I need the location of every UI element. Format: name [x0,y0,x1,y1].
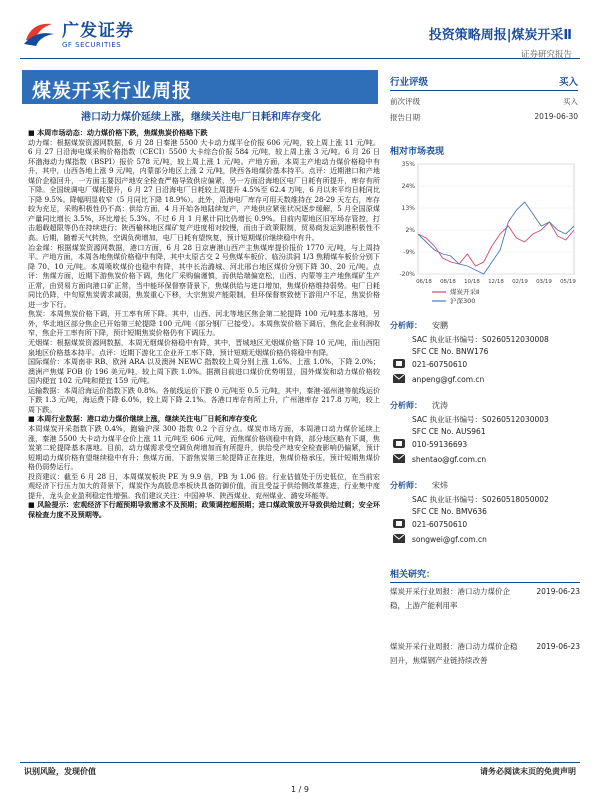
x-tick-label: 05/19 [560,279,576,285]
report-category: 证券研究报告 [520,50,572,60]
rating-label: 行业评级 [390,77,429,88]
risk-warning: ■ 风险提示：宏观经济下行超预期导致需求不及预期；政策调控超预期；进口煤政策放开导致供给过剩；安全环保检查力度不及预期等。 [28,500,380,519]
analyst-sfc: SFC CE No. AUS961 [412,427,486,436]
y-tick-label: 24% [401,183,415,190]
plot-frame [418,164,574,274]
analyst-sfc: SFC CE No. BNW176 [412,347,489,356]
related-item-date: 2019-06-23 [536,587,580,596]
paragraph-international: 国际煤价：本周南非 RB、欧洲 ARA 以及澳洲 NEWC 指数较上周分别上涨 1.6%、上涨 1.0%，下降 2.0%；澳洲产焦煤 FOB 价 196 美元/吨，较上周下跌 1.0%。据测目前进口煤价优势明显，国外煤炭和动力煤价格较国内便宜 102 元/吨和便宜 159 元/吨。 [28,357,380,386]
paragraph-anthracite: 无烟煤：根据煤炭资源网数据，本周无烟煤价格稳中有降，其中，晋城地区无烟煤价格下降 10 元/吨，而山西阳泉地区价格基本持平。点评：近期下游化工企业开工率下降，预计短期无烟煤价格仍将稳中有降。 [28,338,380,357]
email-icon [392,373,406,384]
paragraph-summary: 本周煤炭开采指数下跌 0.4%，跑输沪深 300 指数 0.2 个百分点。煤炭市场方面，本周港口动力煤价延续上涨，秦港 5500 大卡动力煤平仓价上涨 11 元/吨至 606 元/吨，而焦煤价格则稳中有降，部分地区略有下调，焦炭第二轮提降基本落地。目前，动力煤需求受空调负荷增加而有所提升，供给受产地安全检查影响仍偏紧，预计短期动力煤价格有望继续稳中有升；焦煤方面，下游焦炭第三轮提降正在推进，焦煤价格承压，预计短期焦煤价格仍弱势运行。 [28,423,380,472]
header-divider [20,58,580,59]
analyst-card [390,480,580,552]
rating-box [390,74,578,123]
company-logo [22,16,134,49]
analyst-label: 分析师： [390,321,422,330]
analyst-name: 安鹏 [432,321,448,330]
paragraph-coking-coal: 冶金煤：根据煤炭资源网数据，港口方面，6 月 28 日京唐港山西产主焦煤库提价报价 1770 元/吨，与上周持平。产地方面，本周各地焦煤价格稳中有降，其中太原古交 2 号焦煤车板价、临汾洪洞 1/3 焦精煤车板价分别下降 70、10 元/吨。本周喷吹煤价也稳中有降，其中长治潞城、河北邢台地区煤价分别下降 30、20 元/吨。点评：焦煤方面，近期下游焦炭价格下调，焦化厂采购偏谨慎，而供给端偏宽松，山西、内蒙等主产地焦煤矿生产正常，由贸易方面向港口矿正常，当中能环保督察背景下，焦煤供给与进口增加，焦煤价格维持弱势。电厂日耗同比仍降，中旬原焦炭需求减弱，焦炭重心下移，大宗焦炭产能限制，但环保督察致使下游用户不足，焦炭价格进一步下行。 [28,242,380,309]
paragraph-transport: 运输数据：本周沿海运价指数下跌 0.8%。各航线运价下跌 0 元/吨至 0.5 元/吨，其中，秦港-福州港等航线运价下跌 1.3 元/吨，海运费下降 6.0%，较上周下降 2.1%。各港口库存有所上升，广州港库存 217.8 万吨，较上周下跌。 [28,385,380,414]
paragraph-investment: 投资建议：截至 6 月 28 日，本周煤炭板块 PE 为 9.9 倍，PB 为 1.06 倍。行业估值处于历史低位，在当前宏观经济下行压力加大的背景下，煤炭作为高股息率板块具备防御价值，而且受益于供给侧改革推进，行业集中度提升，龙头企业盈利稳定性增强。我们建议关注：中国神华、陕西煤业、兖州煤业、潞安环能等。 [28,471,380,500]
report-body [28,128,380,519]
phone-icon [392,438,406,449]
prev-rating-label: 前次评级 [390,97,420,106]
logo-en: GF SECURITIES [62,41,122,49]
footer-slogan: 识别风险，发现价值 [24,767,96,776]
rating-header [390,74,578,91]
email-icon [392,453,406,464]
y-tick-label: -9% [403,249,415,256]
x-tick-label: 08/18 [440,279,456,285]
analyst-sfc: SFC CE No. BMV636 [412,507,487,516]
analyst-email: anpeng@gf.com.cn [412,375,485,384]
prev-rating-value: 买入 [563,97,578,106]
rating-value: 买入 [558,77,578,88]
section-heading: ■ 本周市场动态：动力煤价格下跌，焦煤焦炭价格略下跌 [28,128,208,137]
related-item-date: 2019-06-23 [536,642,580,651]
chart-title: 相对市场表现 [390,147,445,157]
gf-logo-icon [22,18,56,48]
analyst-card [390,400,580,472]
legend-label: 煤炭开采Ⅱ [450,288,480,296]
phone-icon [392,518,406,529]
report-type: 投资策略周报|煤炭开采Ⅱ [428,28,572,43]
analyst-sac: SAC 执业证书编号：S0260512030008 [412,335,549,344]
series-line [418,202,574,274]
analyst-sac: SAC 执业证书编号：S0260512030003 [412,415,549,424]
footer-divider [20,762,580,763]
footer-disclaimer: 请务必阅读末页的免责声明 [480,767,576,776]
x-tick-label: 03/19 [536,279,552,285]
analyst-phone: 021-60750610 [412,520,468,529]
analyst-card [390,320,580,392]
related-item-title[interactable]: 煤炭开采行业周报：港口动力煤价企稳回升，焦煤钢产业链持续改善 [390,642,518,665]
analyst-phone: 010-59136693 [412,440,468,449]
report-date-label: 报告日期 [390,113,420,122]
report-header [429,24,572,60]
related-item[interactable] [390,640,580,668]
page-number: 1 / 9 [291,785,309,794]
prev-rating-row [390,96,578,107]
analyst-label: 分析师： [390,401,422,410]
phone-icon [392,358,406,369]
analyst-phone: 021-60750610 [412,360,468,369]
paragraph-coke: 焦炭：本周焦炭价格下调，开工率有所下降。其中，山西、河北等地区焦企第二轮提降 100 元/吨基本落地，另外，华北地区部分焦企已开始第三轮提降 100 元/吨（部分钢厂已接受）。本周焦炭价格下调后，焦化企业利润收窄，焦企开工率有所下降，预计短期焦炭价格仍有下调压力。 [28,309,380,338]
related-item[interactable] [390,585,580,613]
y-tick-label: -20% [399,271,415,278]
report-subtitle: 港口动力煤价延续上涨，继续关注电厂日耗和库存变化 [81,112,321,123]
analyst-name: 宋炜 [432,481,448,490]
logo-cn: 广发证券 [62,21,134,41]
y-tick-label: 2% [405,227,415,234]
related-research-title: 相关研究： [390,567,580,583]
report-date-row [390,112,578,123]
x-tick-label: 10/18 [464,279,480,285]
section-heading: ■ 本周行业数据：港口动力煤价继续上涨，继续关注电厂日耗和库存变化 [28,414,258,424]
analyst-label: 分析师： [390,481,422,490]
x-tick-label: 12/18 [488,279,504,285]
report-date-value: 2019-06-30 [534,112,578,121]
y-tick-label: 35% [401,161,415,168]
analyst-email: songwei@gf.com.cn [412,535,487,544]
email-icon [392,533,406,544]
related-item-title[interactable]: 煤炭开采行业周报：港口动力煤价企稳，上游产能利用率 [390,587,510,610]
report-title: 煤炭开采行业周报 [22,70,378,104]
legend-label: 沪深300 [450,297,476,305]
analyst-name: 沈涛 [432,401,448,410]
analyst-email: shentao@gf.com.cn [412,455,487,464]
x-tick-label: 06/18 [416,279,432,285]
relative-performance-chart [392,158,580,306]
x-tick-label: 02/19 [512,279,528,285]
y-tick-label: 13% [401,205,415,212]
analyst-sac: SAC 执业证书编号：S0260518050002 [412,495,549,504]
series-line [418,222,574,266]
paragraph-thermal-coal: 动力煤：根据煤炭资源网数据，6 月 28 日秦港 5500 大卡动力煤平仓价报 606 元/吨，较上周上涨 11 元/吨。6 月 27 日沿海电煤采购价格指数（CECI）5500 大卡综合价报 584 元/吨，较上周上涨 3 元/吨。6 月 26 日环渤海动力煤指数（BSPI）报价 578 元/吨，较上周上涨 1 元/吨。产地方面，本周主产地动力煤价格稳中有升，其中，山西各地上涨 9 元/吨，内蒙部分地区上涨 2 元/吨，陕西各地煤价基本持平。点评：近期港口和产地煤价企稳回升，一方面主要因产地安全检查严格导致供应偏紧，另一方面沿海地区电厂日耗有所提升，库存有所下降。全国统调电厂煤耗提升，6 月 27 日沿海电厂日耗较上周提升 4.5%至 62.4 万吨，6 月以来平均日耗同比下降 9.5%。降幅明显收窄（5 月同比下降 18.9%）。此外，沿海电厂库存可用天数维持在 28-29 天左右，库存较为充足，采购积极性仍不高：供给方面，4 月开始各地陆续复产，产地供应紧张状况逐步缓解，5 月全国原煤产量同比增长 3.5%，环比增长 5.3%。不过 6 月 1 月累计同比仍增长 0.9%。目前内蒙地区旧军场存管控，打击超载超限等仍在持续进行；陕西榆林地区煤矿复产进度相对较慢，而由于政策限制，贸易商发运到港积极性不高。后期，随着天气转热，空调负荷增加，电厂日耗有望恢复，预计短期煤价继续稳中有升。 [28,137,380,243]
